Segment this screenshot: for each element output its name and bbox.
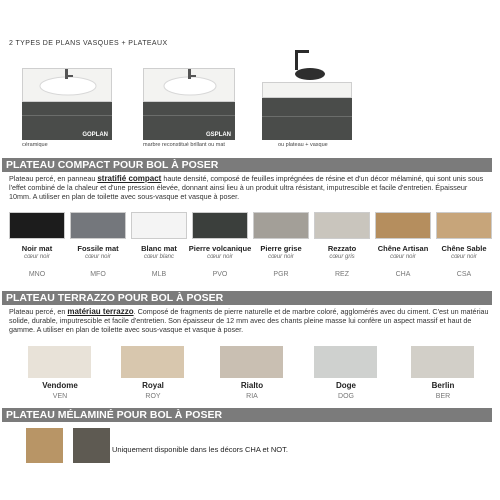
compact-swatch-label: Pierre volcanique: [188, 244, 252, 253]
terrazzo-swatch-label: Vendome: [42, 381, 78, 390]
worktop: [262, 82, 352, 98]
terrazzo-section-header: PLATEAU TERRAZZO POUR BOL À POSER: [2, 291, 492, 305]
terrazzo-swatch-code: BER: [435, 393, 451, 400]
compact-swatch-label: Blanc mat: [141, 244, 177, 253]
terrazzo-swatch-code: ROY: [145, 393, 161, 400]
compact-swatch-csa: [436, 212, 492, 239]
basin-icon: [23, 69, 113, 103]
terrazzo-swatch-label: Royal: [142, 381, 164, 390]
compact-swatch-label: Chêne Artisan: [377, 244, 429, 253]
compact-description: Plateau percé, en panneau stratifié compact haute densité, composé de feuilles imprégnées de résine et d'un décor mélaminé, qui sont unis sous l'effet combiné de la chaleur et d'une pression élevée, donnant ainsi lieu à un produit ultra résistant, imputrescible et facile d'entretien. Épaisseur 10mm. A utiliser en plan de toilette avec sous-vasque et vasque à poser.: [9, 174, 484, 201]
terrazzo-swatch-code: RIA: [246, 393, 258, 400]
compact-swatch-label: Chêne Sable: [441, 244, 487, 253]
terrazzo-swatch-ber: [411, 346, 474, 378]
basin-icon: [144, 69, 236, 103]
compact-swatch-core: cœur blanc: [143, 254, 174, 260]
melamine-section-header: PLATEAU MÉLAMINÉ POUR BOL À POSER: [2, 408, 492, 422]
terrazzo-description: Plateau percé, en matériau terrazzo. Composé de fragments de pierre naturelle et de marbre coloré, agglomérés avec du ciment. C'est un matériau solide, durable, imputrescible et facile d'entretien. Son épaisseur de 12 mm avec des chants pleine masse lui confère un aspect massif et haut de gamme. A utiliser en plan de toilette avec sous-vasque et vasque à poser.: [9, 307, 489, 334]
terrazzo-swatch-label: Rialto: [240, 381, 264, 390]
compact-section-header: PLATEAU COMPACT POUR BOL À POSER: [2, 158, 492, 172]
compact-swatch-label: Rezzato: [327, 244, 357, 253]
terrazzo-swatch-label: Berlin: [431, 381, 455, 390]
compact-swatch-code: MFO: [90, 271, 106, 278]
compact-swatch-code: CSA: [456, 271, 472, 278]
compact-swatch-core: cœur noir: [390, 254, 416, 260]
cabinet-caption: marbre reconstitué brillant ou mat: [143, 142, 225, 148]
compact-swatch-name: [368, 245, 438, 261]
compact-swatch-name: [307, 245, 377, 261]
ceramic-basin-top: [22, 68, 112, 102]
compact-swatch-name: [429, 245, 499, 261]
compact-swatch-code: REZ: [335, 271, 349, 278]
compact-swatch-code: PVO: [212, 271, 228, 278]
compact-swatch-name: [63, 245, 133, 261]
compact-swatch-mlb: [131, 212, 187, 239]
terrazzo-swatch-code: DOG: [338, 393, 354, 400]
compact-swatch-name: [185, 245, 255, 261]
cabinet-body: [143, 102, 235, 140]
compact-swatch-core: cœur gris: [329, 254, 355, 260]
compact-swatch-code: MLB: [151, 271, 167, 278]
bowl-faucet-icon: [262, 48, 352, 82]
compact-swatch-code: CHA: [395, 271, 411, 278]
melamine-swatch: [73, 428, 110, 463]
compact-swatch-core: cœur noir: [85, 254, 111, 260]
compact-swatch-label: Noir mat: [21, 244, 53, 253]
cabinet-caption: céramique: [22, 142, 48, 148]
terrazzo-swatch-dog: [314, 346, 377, 378]
compact-swatch-code: PGR: [273, 271, 289, 278]
cabinet-caption: ou plateau + vasque: [278, 142, 328, 148]
terrazzo-swatch-label: Doge: [336, 381, 356, 390]
compact-swatch-name: [2, 245, 72, 261]
compact-swatch-pvo: [192, 212, 248, 239]
compact-swatch-rez: [314, 212, 370, 239]
compact-swatch-label: Fossile mat: [77, 244, 119, 253]
cabinet-goplan: [22, 68, 112, 148]
cabinet-gsplan: [143, 68, 235, 148]
cabinet-plateau: [262, 68, 352, 148]
product-tag: GSPLAN: [205, 132, 231, 138]
compact-swatch-core: cœur noir: [24, 254, 50, 260]
compact-swatch-core: cœur noir: [268, 254, 294, 260]
compact-swatch-label: Pierre grise: [260, 244, 302, 253]
cabinet-body: [262, 98, 352, 140]
compact-swatch-mno: [9, 212, 65, 239]
terrazzo-swatch-roy: [121, 346, 184, 378]
compact-swatch-core: cœur noir: [451, 254, 477, 260]
compact-swatch-cha: [375, 212, 431, 239]
terrazzo-swatch-ven: [28, 346, 91, 378]
compact-swatch-pgr: [253, 212, 309, 239]
compact-swatch-code: MNO: [28, 271, 46, 278]
terrazzo-swatch-ria: [220, 346, 283, 378]
section-title: 2 TYPES DE PLANS VASQUES + PLATEAUX: [9, 40, 168, 47]
compact-swatch-name: [124, 245, 194, 261]
product-tag: GOPLAN: [82, 132, 108, 138]
compact-swatch-core: cœur noir: [207, 254, 233, 260]
terrazzo-swatch-code: VEN: [52, 393, 68, 400]
melamine-swatch: [26, 428, 63, 463]
cabinet-body: [22, 102, 112, 140]
melamine-note: Uniquement disponible dans les décors CHA et NOT.: [112, 445, 288, 454]
marble-basin-top: [143, 68, 235, 102]
compact-swatch-name: [246, 245, 316, 261]
compact-swatch-mfo: [70, 212, 126, 239]
